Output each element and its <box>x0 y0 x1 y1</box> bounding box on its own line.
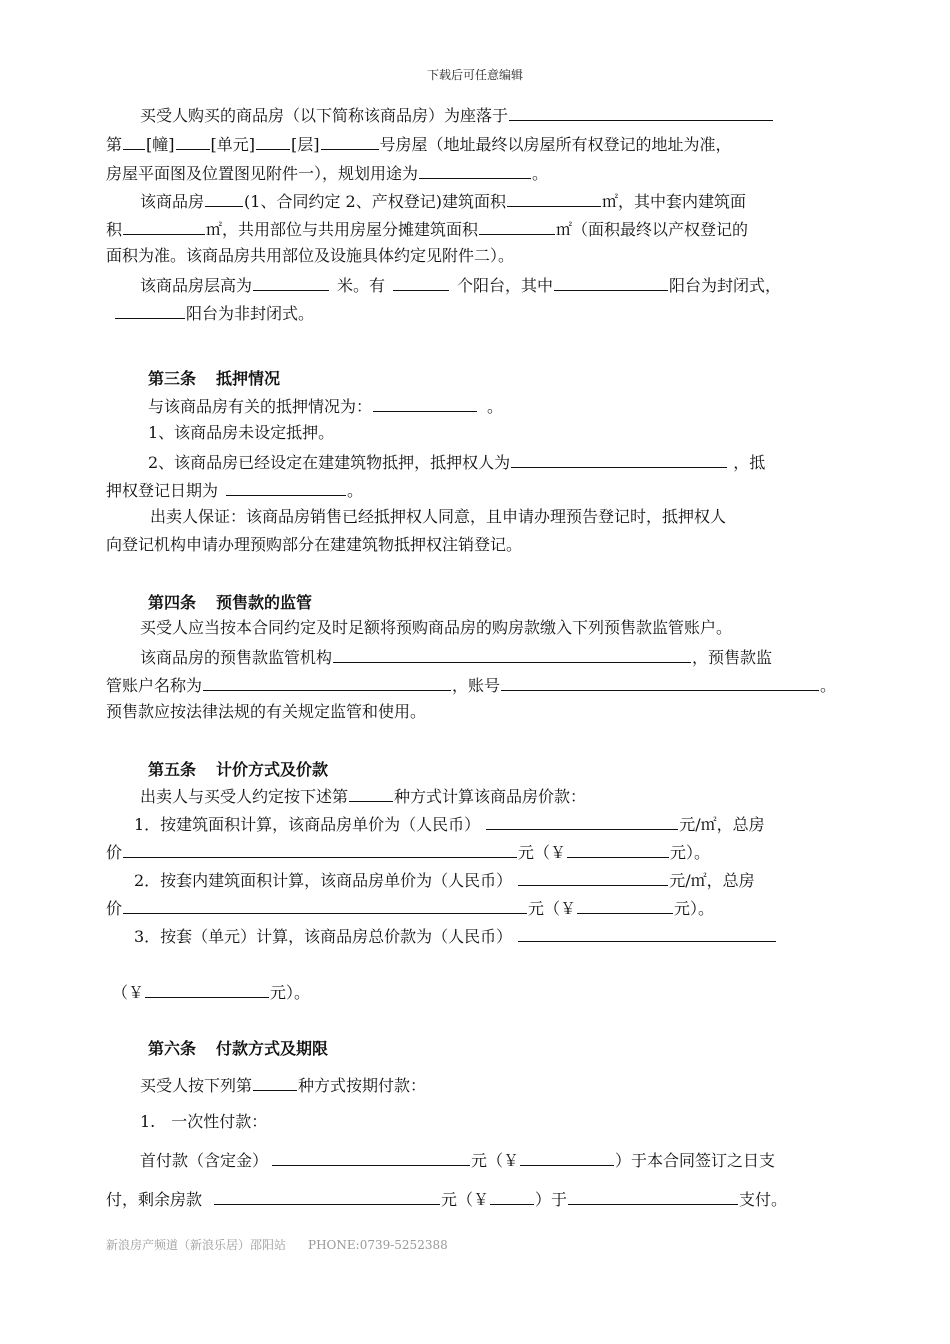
remaining-payment-yuan-blank[interactable] <box>490 1187 534 1205</box>
art4-line4: 预售款应按法律法规的有关规定监管和使用。 <box>106 702 427 721</box>
down-payment-blank[interactable] <box>272 1148 470 1166</box>
floor-blank[interactable] <box>256 132 290 150</box>
account-number-blank[interactable] <box>501 673 819 691</box>
article-3-heading: 第三条 抵押情况 <box>148 369 281 388</box>
house-para2-line1: 该商品房 (1、合同约定 2、产权登记)建筑面积 ㎡，其中套内建筑面 <box>140 189 746 213</box>
mortgage-status-blank[interactable] <box>373 394 477 412</box>
unit-blank[interactable] <box>176 132 210 150</box>
remaining-payment-date-blank[interactable] <box>568 1187 738 1205</box>
art3-line2: 1、该商品房未设定抵押。 <box>148 423 335 442</box>
footer-site: 新浪房产频道（新浪乐居）邵阳站 <box>106 1238 287 1252</box>
art6-line4: 付，剩余房款 元（￥ ）于 支付。 <box>106 1187 787 1211</box>
house-para1-line2: 第 [幢] [单元] [层] 号房屋（地址最终以房屋所有权登记的地址为准， <box>106 132 732 156</box>
building-area-blank[interactable] <box>507 189 601 207</box>
house-para3-line2: 阳台为非封闭式。 <box>114 301 314 325</box>
remaining-payment-blank[interactable] <box>214 1187 440 1205</box>
art5-line7: （￥ 元）。 <box>112 980 310 1004</box>
art3-line6: 向登记机构申请办理预购部分在建建筑物抵押权注销登记。 <box>106 535 523 554</box>
down-payment-yuan-blank[interactable] <box>520 1148 614 1166</box>
account-name-blank[interactable] <box>203 673 451 691</box>
article-4-heading: 第四条 预售款的监管 <box>148 593 313 612</box>
header-note: 下载后可任意编辑 <box>426 68 523 82</box>
building-blank[interactable] <box>123 132 145 150</box>
total-price-1-yuan-blank[interactable] <box>567 840 669 858</box>
art6-line2: 1. 一次性付款： <box>140 1112 268 1131</box>
article-5-heading: 第五条 计价方式及价款 <box>148 760 329 779</box>
supervision-agency-blank[interactable] <box>333 645 691 663</box>
house-para2-line2: 积 ㎡，共用部位与共用房屋分摊建筑面积 ㎡（面积最终以产权登记的 <box>106 217 748 241</box>
art3-line1: 与该商品房有关的抵押情况为： 。 <box>148 394 503 418</box>
unit-price-inner-area-blank[interactable] <box>518 868 668 886</box>
footer-phone: PHONE:0739-5252388 <box>308 1238 448 1252</box>
closed-balcony-blank[interactable] <box>554 273 668 291</box>
article-6-heading: 第六条 付款方式及期限 <box>148 1039 329 1058</box>
art4-line3: 管账户名称为 ，账号 。 <box>106 673 836 697</box>
inner-area-blank[interactable] <box>123 217 205 235</box>
footer-note <box>106 1236 448 1253</box>
payment-method-blank[interactable] <box>253 1073 297 1091</box>
shared-area-blank[interactable] <box>479 217 555 235</box>
mortgage-date-blank[interactable] <box>226 478 346 496</box>
planned-use-blank[interactable] <box>419 161 531 179</box>
art3-line3: 2、该商品房已经设定在建建筑物抵押，抵押权人为 ，抵 <box>148 450 765 474</box>
art5-line1: 出卖人与买受人约定按下述第 种方式计算该商品房价款： <box>140 784 586 808</box>
art4-line1: 买受人应当按本合同约定及时足额将预购商品房的购房款缴入下列预售款监管账户。 <box>140 618 733 637</box>
art6-line3: 首付款（含定金） 元（￥ ）于本合同签订之日支 <box>140 1148 775 1172</box>
total-price-2-yuan-blank[interactable] <box>577 896 673 914</box>
art5-line3: 价 元（￥ 元）。 <box>106 840 710 864</box>
art3-line5: 出卖人保证：该商品房销售已经抵押权人同意，且申请办理预告登记时，抵押权人 <box>150 507 727 526</box>
room-number-blank[interactable] <box>321 132 379 150</box>
art5-line4: 2．按套内建筑面积计算，该商品房单价为（人民币） 元/㎡，总房 <box>134 868 755 892</box>
house-para3-line1: 该商品房层高为 米。有 个阳台，其中 阳台为封闭式， <box>140 273 781 297</box>
art5-line5: 价 元（￥ 元）。 <box>106 896 714 920</box>
unit-price-building-area-blank[interactable] <box>486 812 678 830</box>
balcony-count-blank[interactable] <box>393 273 449 291</box>
floor-height-blank[interactable] <box>253 273 329 291</box>
house-para1-line1: 买受人购买的商品房（以下简称该商品房）为座落于 <box>140 103 774 127</box>
total-price-1-blank[interactable] <box>123 840 517 858</box>
total-price-2-blank[interactable] <box>123 896 527 914</box>
house-para2-line3: 面积为准。该商品房共用部位及设施具体约定见附件二）。 <box>106 246 515 265</box>
total-price-3-blank[interactable] <box>518 924 776 942</box>
pricing-method-blank[interactable] <box>349 784 393 802</box>
art3-line4: 押权登记日期为 。 <box>106 478 363 502</box>
art6-line1: 买受人按下列第 种方式按期付款： <box>140 1073 426 1097</box>
art5-line6: 3．按套（单元）计算，该商品房总价款为（人民币） <box>134 924 777 948</box>
total-price-3-yuan-blank[interactable] <box>145 980 269 998</box>
art5-line2: 1．按建筑面积计算，该商品房单价为（人民币） 元/㎡，总房 <box>134 812 765 836</box>
area-basis-blank[interactable] <box>205 189 243 207</box>
art4-line2: 该商品房的预售款监管机构 ，预售款监 <box>140 645 772 669</box>
house-para1-line3: 房屋平面图及位置图见附件一），规划用途为 。 <box>106 161 548 185</box>
open-balcony-blank[interactable] <box>115 301 185 319</box>
mortgagee-blank[interactable] <box>511 450 727 468</box>
location-blank[interactable] <box>509 103 773 121</box>
